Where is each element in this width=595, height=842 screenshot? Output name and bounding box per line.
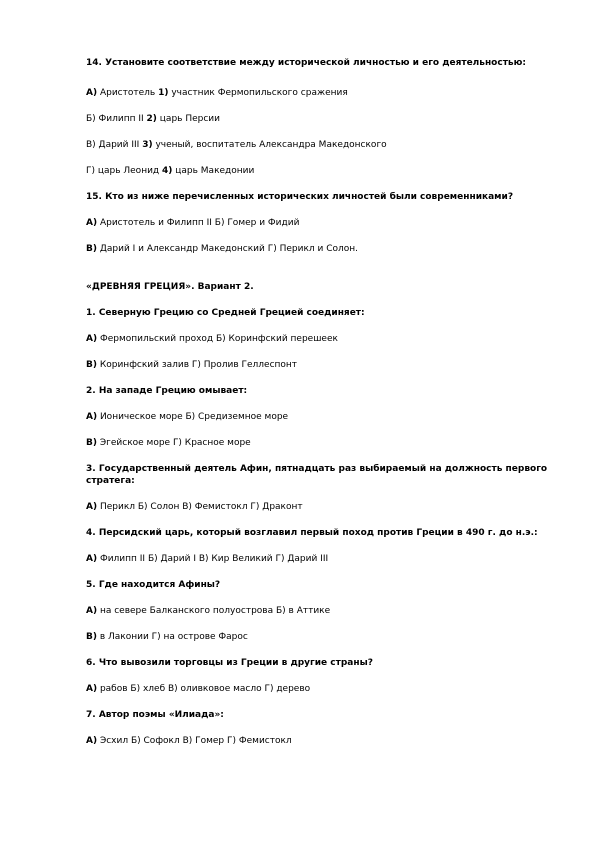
answer-number: 4) <box>162 166 173 176</box>
answer-number: 3) <box>142 140 153 150</box>
answer-text: Перикл Б) Солон В) Фемистокл Г) Драконт <box>97 502 303 512</box>
answer-line <box>86 243 556 255</box>
answer-line <box>86 411 556 423</box>
question-v2-4: 4. Персидский царь, который возглавил первый поход против Греции в 490 г. до н.э.: <box>86 528 538 538</box>
answer-text: Аристотель и Филипп II Б) Гомер и Фидий <box>97 218 300 228</box>
answer-text: Г) царь Леонид <box>86 166 163 176</box>
answer-line <box>86 683 556 695</box>
variant-title: «ДРЕВНЯЯ ГРЕЦИЯ». Вариант 2. <box>86 282 254 292</box>
answer-line <box>86 359 556 371</box>
answer-line <box>86 113 556 125</box>
answer-text: в Лаконии Г) на острове Фарос <box>96 632 248 642</box>
question-14: 14. Установите соответствие между исторической личностью и его деятельностью: <box>86 58 526 68</box>
answer-letter: В) <box>86 438 97 448</box>
answer-letter: В) <box>86 244 97 254</box>
answer-text: царь Македонии <box>172 166 255 176</box>
answer-text: Фермопильский проход Б) Коринфский перешеек <box>97 334 338 344</box>
document-body <box>86 57 556 747</box>
answer-letter: А) <box>86 554 98 564</box>
answer-letter: В) <box>86 360 97 370</box>
answer-text: Филипп II Б) Дарий I В) Кир Великий Г) Дарий III <box>97 554 329 564</box>
answer-letter: В) <box>86 632 97 642</box>
answer-text: Б) Филипп II <box>86 114 147 124</box>
answer-letter: А) <box>86 334 98 344</box>
answer-line <box>86 165 556 177</box>
answer-text: Ионическое море Б) Средиземное море <box>97 412 289 422</box>
answer-text: Дарий I и Александр Македонский Г) Перикл и Солон. <box>96 244 359 254</box>
answer-letter: А) <box>86 684 98 694</box>
question-v2-2: 2. На западе Грецию омывает: <box>86 386 248 396</box>
answer-letter: А) <box>86 88 98 98</box>
answer-text: Эгейское море Г) Красное море <box>96 438 251 448</box>
answer-line <box>86 735 556 747</box>
answer-line <box>86 605 556 617</box>
answer-text: Аристотель <box>97 88 159 98</box>
question-15: 15. Кто из ниже перечисленных исторических личностей были современниками? <box>86 192 514 202</box>
answer-line <box>86 631 556 643</box>
answer-line <box>86 87 556 99</box>
answer-line <box>86 501 556 513</box>
answer-letter: А) <box>86 218 98 228</box>
answer-text: царь Персии <box>156 114 220 124</box>
answer-text: Коринфский залив Г) Пролив Геллеспонт <box>96 360 298 370</box>
answer-text: Эсхил Б) Софокл В) Гомер Г) Фемистокл <box>97 736 292 746</box>
question-v2-3: 3. Государственный деятель Афин, пятнадцать раз выбираемый на должность первого стратега: <box>86 464 548 486</box>
answer-letter: А) <box>86 606 98 616</box>
answer-number: 2) <box>146 114 157 124</box>
question-v2-1: 1. Северную Грецию со Средней Грецией соединяет: <box>86 308 365 318</box>
answer-line <box>86 437 556 449</box>
answer-text: ученый, воспитатель Александра Македонского <box>152 140 387 150</box>
answer-letter: А) <box>86 412 98 422</box>
answer-text: рабов Б) хлеб В) оливковое масло Г) дерево <box>97 684 311 694</box>
question-v2-6: 6. Что вывозили торговцы из Греции в другие страны? <box>86 658 373 668</box>
question-v2-7: 7. Автор поэмы «Илиада»: <box>86 710 224 720</box>
answer-line <box>86 139 556 151</box>
answer-line <box>86 217 556 229</box>
answer-number: 1) <box>158 88 169 98</box>
answer-letter: А) <box>86 736 98 746</box>
answer-text: участник Фермопильского сражения <box>168 88 348 98</box>
answer-text: на севере Балканского полуострова Б) в Аттике <box>97 606 331 616</box>
answer-line <box>86 333 556 345</box>
answer-line <box>86 553 556 565</box>
answer-letter: А) <box>86 502 98 512</box>
answer-text: В) Дарий III <box>86 140 143 150</box>
question-v2-5: 5. Где находится Афины? <box>86 580 221 590</box>
